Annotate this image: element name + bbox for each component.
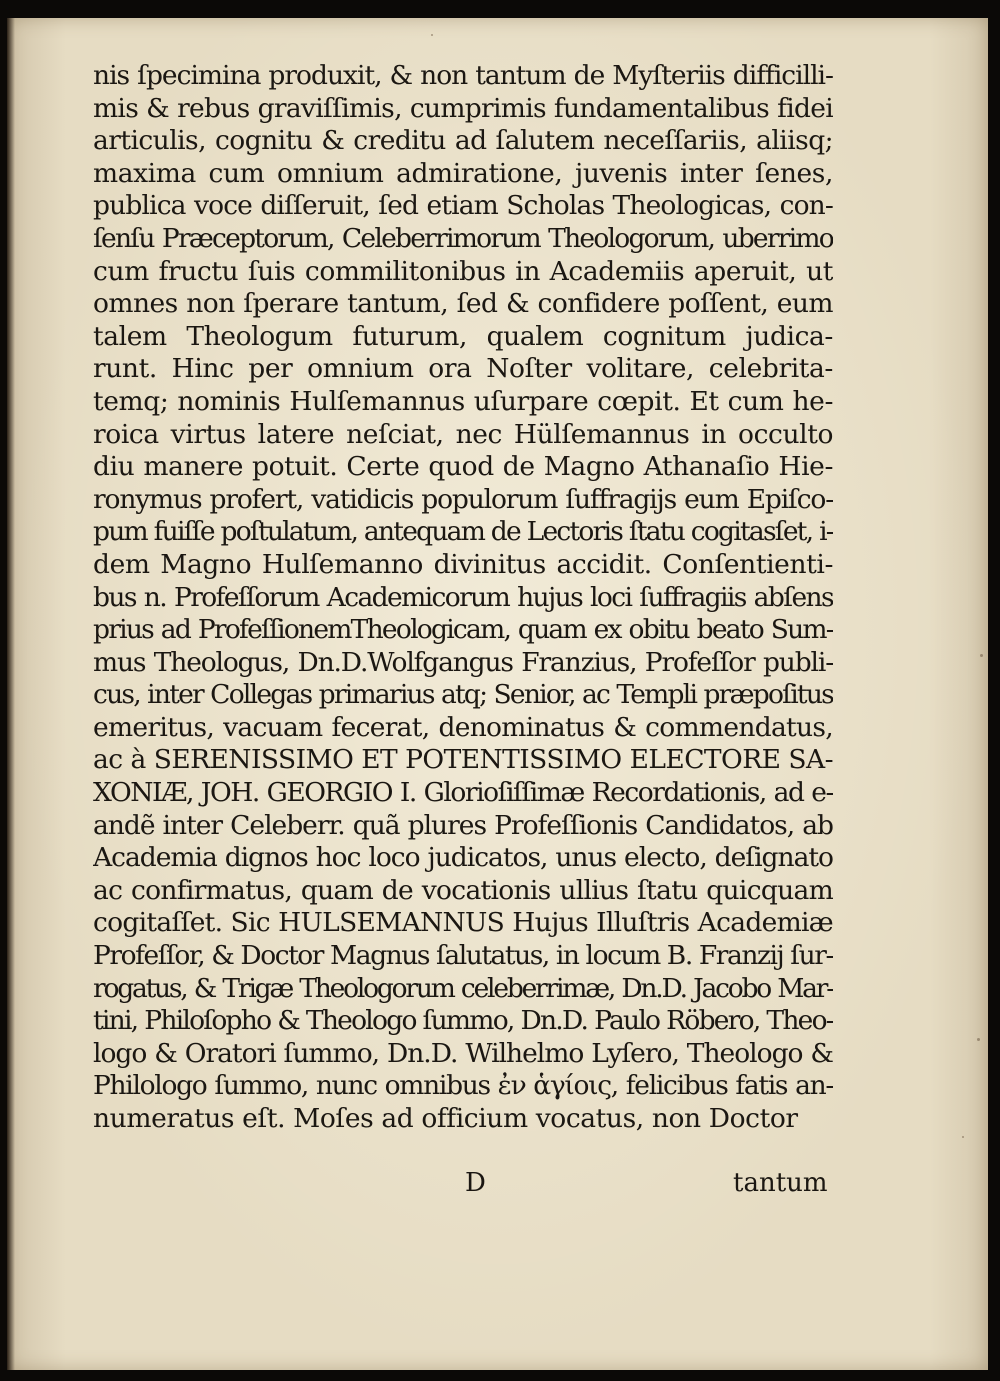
catchword: tantum bbox=[733, 1168, 828, 1198]
text-line: rogatus, & Trigæ Theologorum celeberrimæ, Dn.D. Jacobo Mar- bbox=[93, 972, 833, 1004]
text-line: ronymus profert, vatidicis populorum ſuffragijs eum Epiſco- bbox=[93, 483, 833, 515]
text-line: temq; nominis Hulſemannus uſurpare cœpit. Et cum he- bbox=[93, 385, 833, 417]
text-line: talem Theologum futurum, qualem cognitum judica- bbox=[93, 320, 833, 352]
text-line: dem Magno Hulſemanno divinitus accidit. Conſentienti- bbox=[93, 548, 833, 580]
text-line: Profeſſor, & Doctor Magnus ſalutatus, in locum B. Franzij ſur- bbox=[93, 940, 833, 972]
text-line: tini, Philoſopho & Theologo ſummo, Dn.D. Paulo Röbero, Theo- bbox=[93, 1005, 833, 1037]
paper-speck bbox=[431, 34, 433, 36]
text-line: mis & rebus graviſſimis, cumprimis fundamentalibus fidei bbox=[93, 92, 833, 124]
text-line: omnes non ſperare tantum, ſed & confidere poſſent, eum bbox=[93, 288, 833, 320]
paper-speck bbox=[962, 1136, 964, 1138]
paper-speck bbox=[980, 654, 983, 657]
text-line: mus Theologus, Dn.D.Wolfgangus Franzius, Profeſſor publi- bbox=[93, 646, 833, 678]
text-line: cus, inter Collegas primarius atq; Senior, ac Templi præpoſitus bbox=[93, 679, 833, 711]
body-text bbox=[93, 60, 833, 1136]
signature-mark: D bbox=[465, 1168, 486, 1198]
text-line: cogitaſſet. Sic HULSEMANNUS Hujus Illuſtris Academiæ bbox=[93, 907, 833, 939]
text-line: bus n. Profeſſorum Academicorum hujus loci ſuffragiis abſens bbox=[93, 581, 833, 613]
text-line: Academia dignos hoc loco judicatos, unus electo, deſignato bbox=[93, 842, 833, 874]
text-line: logo & Oratori ſummo, Dn.D. Wilhelmo Lyſero, Theologo & bbox=[93, 1037, 833, 1069]
text-line: numeratus eſt. Moſes ad officium vocatus, non Doctor bbox=[93, 1103, 798, 1134]
text-line: diu manere potuit. Certe quod de Magno Athanaſio Hie- bbox=[93, 451, 833, 483]
text-line: andẽ inter Celeberr. quã plures Profeſſionis Candidatos, ab bbox=[93, 809, 833, 841]
paper-speck bbox=[977, 1038, 980, 1041]
text-line: ac confirmatus, quam de vocationis ullius ſtatu quicquam bbox=[93, 874, 833, 906]
text-line: emeritus, vacuam fecerat, denominatus & commendatus, bbox=[93, 711, 833, 743]
book-page bbox=[7, 18, 988, 1370]
text-line: ac à SERENISSIMO ET POTENTISSIMO ELECTORE SA- bbox=[93, 744, 833, 776]
text-line: publica voce diſſeruit, ſed etiam Scholas Theologicas, con- bbox=[93, 190, 833, 222]
text-line: Philologo ſummo, nunc omnibus ἐν ἁγίοις, felicibus fatis an- bbox=[93, 1070, 833, 1102]
text-line: pum fuiſſe poſtulatum, antequam de Lectoris ſtatu cogitasſet, i- bbox=[93, 516, 833, 548]
text-line: cum fructu ſuis commilitonibus in Academiis aperuit, ut bbox=[93, 255, 833, 287]
text-line: roica virtus latere neſciat, nec Hülſemannus in occulto bbox=[93, 418, 833, 450]
text-line: nis ſpecimina produxit, & non tantum de Myſteriis difficilli- bbox=[93, 60, 833, 91]
text-line: prius ad ProfeſſionemTheologicam, quam ex obitu beato Sum- bbox=[93, 614, 833, 646]
text-line: maxima cum omnium admiratione, juvenis inter ſenes, bbox=[93, 157, 833, 189]
page-footer bbox=[7, 1168, 988, 1204]
text-line: XONIÆ, JOH. GEORGIO I. Glorioſiſſimæ Recordationis, ad e- bbox=[93, 777, 833, 809]
text-line: runt. Hinc per omnium ora Noſter volitare, celebrita- bbox=[93, 353, 833, 385]
text-line: articulis, cognitu & creditu ad ſalutem neceſſariis, aliisq; bbox=[93, 125, 833, 157]
text-line: ſenſu Præceptorum, Celeberrimorum Theologorum, uberrimo bbox=[93, 222, 833, 254]
